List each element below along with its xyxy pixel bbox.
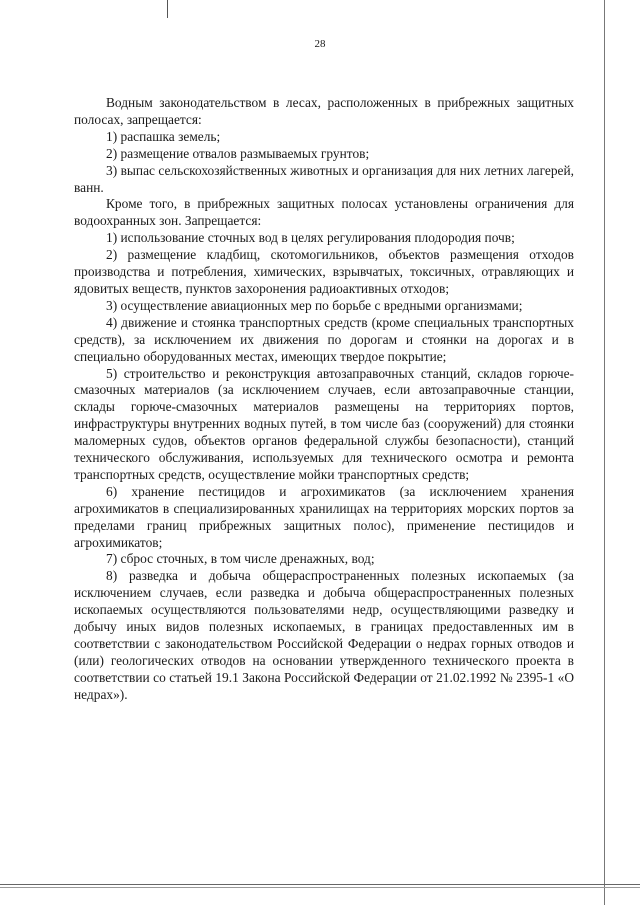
list-item: 3) выпас сельскохозяйственных животных и организация для них летних лагерей, ванн. xyxy=(74,162,574,195)
list-item: 7) сброс сточных, в том числе дренажных, вод; xyxy=(106,551,375,567)
list-item: 6) хранение пестицидов и агрохимикатов (за исключением хранения агрохимикатов в специализированных хранилищах на территориях морских портов за пределами границ прибрежных защитных полос), применение пестицидов и агрохимикатов; xyxy=(74,483,574,550)
list-item: 8) разведка и добыча общераспространенных полезных ископаемых (за исключением случаев, если разведка и добыча общераспространенных полезных ископаемых осуществляются пользователями недр, осуществляющими разведку и добычу иных видов полезных ископаемых, в границах предоставленных им в соответствии с законодательством Российской Федерации о недрах горных отводов и (или) геологических отводов на основании утвержденного технического проекта в соответствии со статьей 19.1 Закона Российской Федерации от 21.02.1992 № 2395-1 «О недрах»). xyxy=(74,568,574,702)
list-item: 2) размещение кладбищ, скотомогильников, объектов размещения отходов производства и потребления, химических, взрывчатых, токсичных, отравляющих и ядовитых веществ, пунктов захоронения радиоактивных отходов; xyxy=(74,247,574,296)
page-number: 28 xyxy=(314,38,326,50)
paragraph-intro: Водным законодательством в лесах, расположенных в прибрежных защитных полосах, запрещается: xyxy=(74,95,574,127)
list-item: 4) движение и стоянка транспортных средств (кроме специальных транспортных средств), за исключением их движения по дорогам и стоянки на дорогах и в специально оборудованных местах, имеющих твердое покрытие; xyxy=(74,314,574,364)
document-body xyxy=(74,95,574,704)
list-item: 5) строительство и реконструкция автозаправочных станций, складов горюче-смазочных материалов (за исключением случаев, если автозаправочные станции, склады горюче-смазочных материалов размещены на территориях портов, инфраструктуры внутренних водных путей, в том числе баз (сооружений) для стоянки маломерных судов, объектов органов федеральной службы безопасности), станций технического обслуживания, используемых для технического осмотра и ремонта транспортных средств, осуществление мойки транспортных средств; xyxy=(74,365,574,482)
page-edge-bottom xyxy=(0,884,640,885)
list-item: 1) использование сточных вод в целях регулирования плодородия почв; xyxy=(106,230,515,246)
page-edge-right xyxy=(604,0,605,905)
paragraph-restrictions: Кроме того, в прибрежных защитных полосах установлены ограничения для водоохранных зон. Запрещается: xyxy=(74,196,574,229)
list-item: 3) осуществление авиационных мер по борьбе с вредными организмами; xyxy=(106,297,523,313)
page-edge-bottom-shadow xyxy=(0,887,640,888)
scan-mark xyxy=(167,0,168,18)
list-item: 2) размещение отвалов размываемых грунтов; xyxy=(106,145,370,161)
list-item: 1) распашка земель; xyxy=(106,128,221,144)
